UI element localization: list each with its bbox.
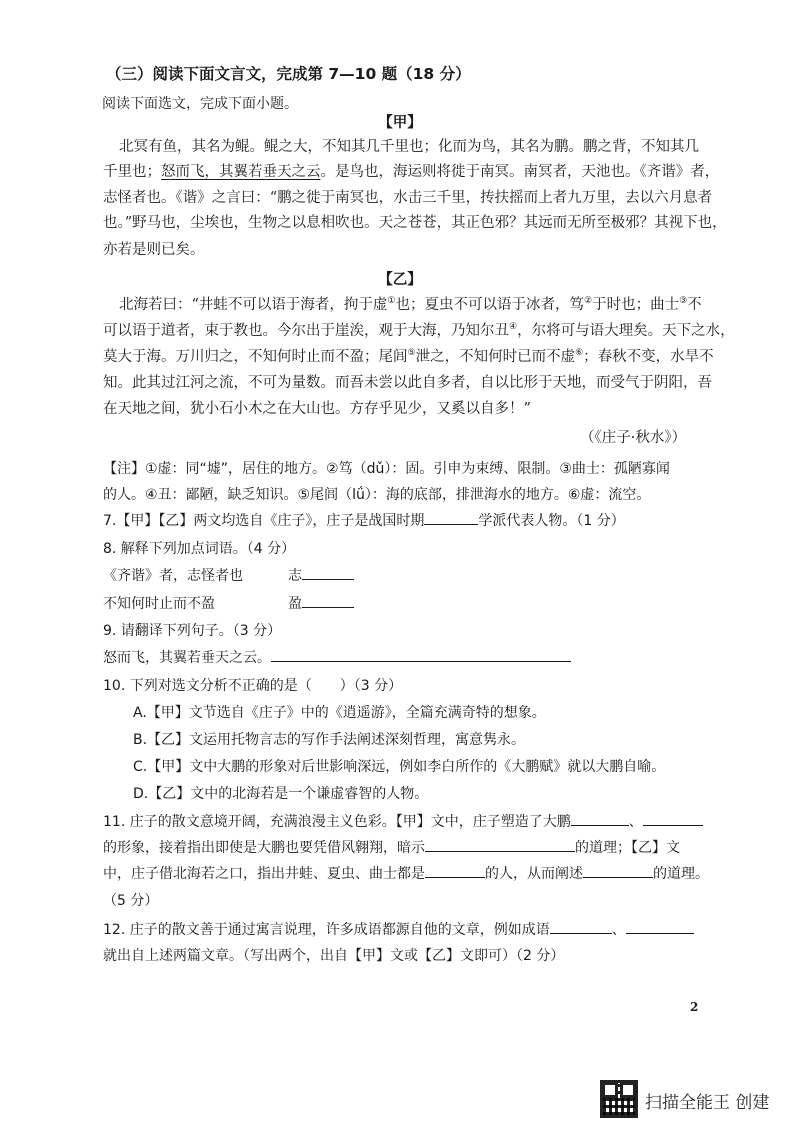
question-10-title: 10. 下列对选文分析不正确的是（ ）（3 分） <box>103 678 403 694</box>
q9-sentence: 怒而飞，其翼若垂天之云。 <box>103 648 571 668</box>
q8-item: 不知何时止而不盈 <box>103 596 215 612</box>
jia-line: 亦若是则已矣。 <box>103 242 205 258</box>
question-11: 11. 庄子的散文意境开阔，充满浪漫主义色彩。【甲】文中，庄子塑造了大鹏 、 <box>103 812 703 832</box>
choice-d[interactable]: D.【乙】文中的北海若是一个谦虚睿智的人物。 <box>133 786 429 802</box>
answer-blank[interactable] <box>424 511 478 525</box>
jia-line: 志怪者也。《谐》之言曰：“鹏之徙于南冥也，水击三千里，抟扶摇而上者九万里，去以六月息者 <box>103 190 713 206</box>
choice-a[interactable]: A.【甲】文节选自《庄子》中的《逍遥游》，全篇充满奇特的想象。 <box>133 705 546 721</box>
q8-item: 《齐谐》者，志怪者也 <box>103 568 243 584</box>
jia-line: 也。”野马也，尘埃也，生物之以息相吹也。天之苍苍，其正色邪？其远而无所至极邪？其视下也， <box>103 215 727 231</box>
jia-line: 北冥有鱼，其名为鲲。鲲之大，不知其几千里也；化而为鸟，其名为鹏。鹏之背，不知其几 <box>119 139 699 155</box>
question-12: 12. 庄子的散文善于通过寓言说理，许多成语都源自他的文章，例如成语 、 <box>103 920 694 940</box>
q8-answer: 盈 <box>288 594 354 614</box>
passage-yi-label: 【乙】 <box>378 271 422 288</box>
instruction: 阅读下面选文，完成下面小题。 <box>102 96 298 112</box>
question-12: 就出自上述两篇文章。（写出两个，出自【甲】文或【乙】文即可）（2 分） <box>103 948 565 964</box>
notes-line: 【注】①虚：同“墟”，居住的地方。②笃（dǔ）：固。引申为束缚、限制。③曲士：孤陋寡闻 <box>103 461 670 477</box>
underlined-sentence: 怒而飞，其翼若垂天之云 <box>161 164 321 180</box>
question-11: 的形象，接着指出即使是大鹏也要凭借风翱翔，暗示 的道理；【乙】文 <box>103 840 680 856</box>
answer-blank[interactable] <box>626 920 694 934</box>
answer-blank[interactable] <box>425 838 575 852</box>
question-9-title: 9. 请翻译下列句子。（3 分） <box>103 623 282 639</box>
question-11: 中，庄子借北海若之口，指出井蛙、夏虫、曲士都是 的人，从而阐述 的道理。 <box>103 866 709 882</box>
question-11-points: （5 分） <box>103 893 159 909</box>
answer-blank[interactable] <box>271 648 571 662</box>
yi-line: 莫大于海。万川归之，不知何时止而不盈；尾闾⑤泄之，不知何时已而不虚⑥；春秋不变，水旱不 <box>103 348 714 365</box>
passage-jia-label: 【甲】 <box>378 114 422 131</box>
yi-line: 在天地之间，犹小石小木之在大山也。方存乎见少，又奚以自多！” <box>103 401 531 417</box>
answer-blank[interactable] <box>550 920 612 934</box>
yi-line: 知。此其过江河之流，不可为量数。而吾未尝以此自多者，自以比形于天地，而受气于阴阳，吾 <box>103 375 712 391</box>
source-citation: （《庄子·秋水》） <box>580 430 687 446</box>
scanner-watermark: 扫描全能王 创建 <box>645 1093 770 1113</box>
q8-answer: 志 <box>288 566 354 586</box>
yi-line: 可以语于道者，束于教也。今尔出于崖涘，观于大海，乃知尔丑④，尔将可与语大理矣。天下之水， <box>103 322 735 339</box>
answer-blank[interactable] <box>571 812 629 826</box>
choice-c[interactable]: C.【甲】文中大鹏的形象对后世影响深远，例如李白所作的《大鹏赋》就以大鹏自喻。 <box>133 759 666 775</box>
answer-blank[interactable] <box>425 864 485 878</box>
answer-blank[interactable] <box>643 812 703 826</box>
jia-line: 千里也；怒而飞，其翼若垂天之云。是鸟也，海运则将徙于南冥。南冥者，天池也。《齐谐》者， <box>103 164 720 180</box>
question-8-title: 8. 解释下列加点词语。（4 分） <box>103 541 296 557</box>
notes-line: 的人。④丑：鄙陋，缺乏知识。⑤尾闾（lǘ）：海的底部，排泄海水的地方。⑥虚：流空。 <box>103 487 651 503</box>
page-number: 2 <box>690 1000 699 1014</box>
yi-line: 北海若曰：“井蛙不可以语于海者，拘于虚①也；夏虫不可以语于冰者，笃②于时也；曲士③不 <box>119 296 702 313</box>
answer-blank[interactable] <box>302 566 354 580</box>
qr-code-icon <box>600 1080 638 1118</box>
question-7: 7.【甲】【乙】两文均选自《庄子》，庄子是战国时期 学派代表人物。（1 分） <box>103 513 625 529</box>
answer-blank[interactable] <box>583 864 653 878</box>
answer-blank[interactable] <box>302 594 354 608</box>
section-title: （三）阅读下面文言文，完成第 7—10 题（18 分） <box>106 65 471 83</box>
choice-b[interactable]: B.【乙】文运用托物言志的写作手法阐述深刻哲理，寓意隽永。 <box>133 732 526 748</box>
